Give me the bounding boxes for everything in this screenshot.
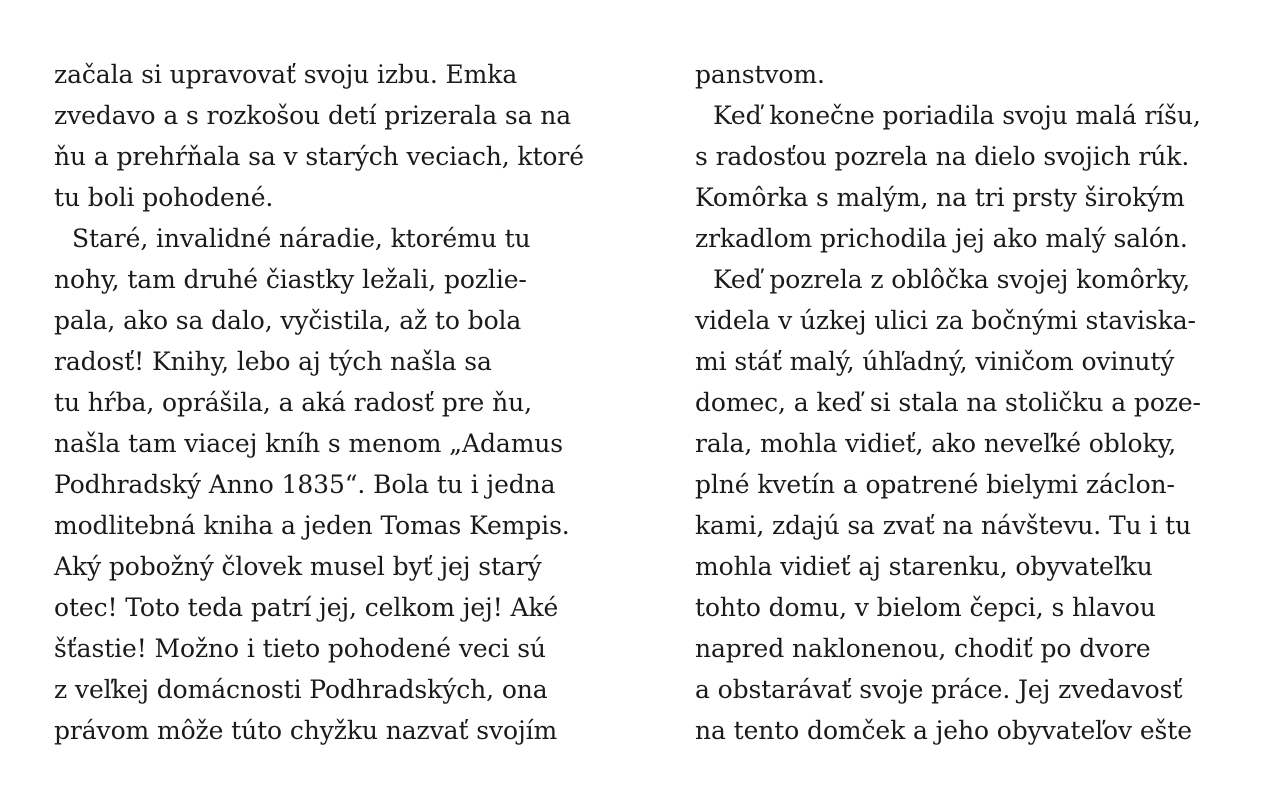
text-line: právom môže túto chyžku nazvať svojím	[54, 716, 558, 745]
text-line: otec! Toto teda patrí jej, celkom jej! Aké	[54, 593, 559, 622]
text-line: kami, zdajú sa zvať na návštevu. Tu i tu	[695, 511, 1192, 540]
text-line: pala, ako sa dalo, vyčistila, až to bola	[54, 306, 522, 335]
text-line: tu boli pohodené.	[54, 183, 274, 212]
text-line: Staré, invalidné náradie, ktorému tu	[72, 224, 531, 253]
text-line: plné kvetín a opatrené bielymi záclon-	[695, 470, 1175, 499]
text-line: Keď pozrela z oblôčka svojej komôrky,	[713, 265, 1191, 294]
text-line: zrkadlom prichodila jej ako malý salón.	[695, 224, 1188, 253]
text-line: radosť! Knihy, lebo aj tých našla sa	[54, 347, 492, 376]
text-line: tohto domu, v bielom čepci, s hlavou	[695, 593, 1156, 622]
text-line: Keď konečne poriadila svoju malá ríšu,	[713, 101, 1201, 130]
text-line: našla tam viacej kníh s menom „Adamus	[54, 429, 564, 458]
text-line: Aký pobožný človek musel byť jej starý	[54, 552, 542, 581]
text-line: na tento domček a jeho obyvateľov ešte	[695, 716, 1192, 745]
text-line: s radosťou pozrela na dielo svojich rúk.	[695, 142, 1190, 171]
right-text-column	[695, 54, 1275, 751]
text-line: panstvom.	[695, 60, 825, 89]
text-line: domec, a keď si stala na stoličku a poze-	[695, 388, 1201, 417]
text-line: videla v úzkej ulici za bočnými staviska-	[695, 306, 1196, 335]
text-line: mi stáť malý, úhľadný, viničom ovinutý	[695, 347, 1175, 376]
text-line: Komôrka s malým, na tri prsty širokým	[695, 183, 1185, 212]
text-line: rala, mohla vidieť, ako neveľké obloky,	[695, 429, 1177, 458]
text-line: tu hŕba, oprášila, a aká radosť pre ňu,	[54, 388, 532, 417]
text-line: mohla vidieť aj starenku, obyvateľku	[695, 552, 1153, 581]
left-text-column	[54, 54, 634, 751]
text-line: ňu a prehŕňala sa v starých veciach, ktoré	[54, 142, 584, 171]
text-line: nohy, tam druhé čiastky ležali, pozlie-	[54, 265, 527, 294]
text-line: začala si upravovať svoju izbu. Emka	[54, 60, 518, 89]
text-line: z veľkej domácnosti Podhradských, ona	[54, 675, 548, 704]
text-line: modlitebná kniha a jeden Tomas Kempis.	[54, 511, 570, 540]
text-line: napred naklonenou, chodiť po dvore	[695, 634, 1151, 663]
text-line: zvedavo a s rozkošou detí prizerala sa na	[54, 101, 572, 130]
text-line: a obstarávať svoje práce. Jej zvedavosť	[695, 675, 1183, 704]
text-line: Podhradský Anno 1835“. Bola tu i jedna	[54, 470, 556, 499]
text-line: šťastie! Možno i tieto pohodené veci sú	[54, 634, 546, 663]
